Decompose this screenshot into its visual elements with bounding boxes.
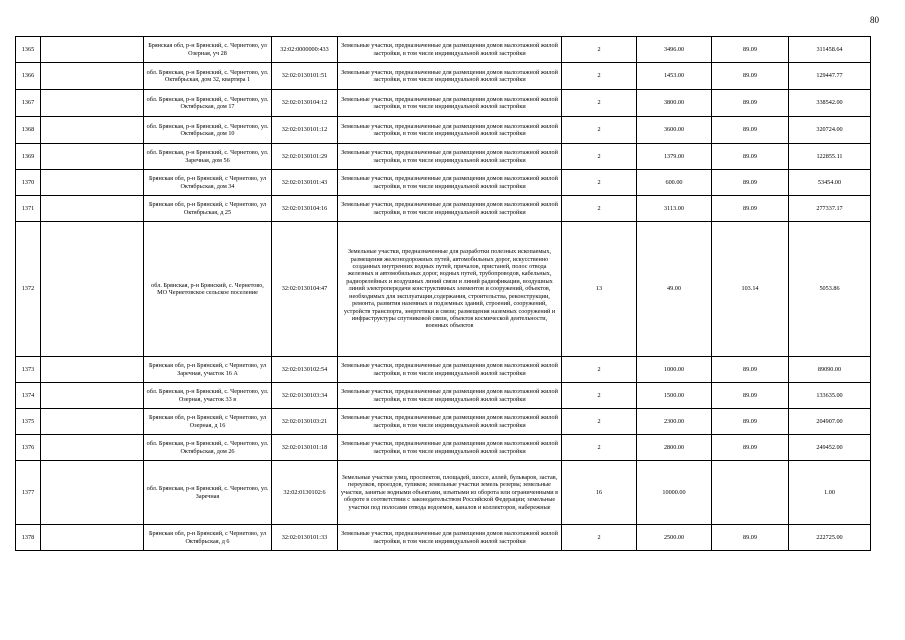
land-use-cell: Земельные участки, предназначенные для разработки полезных ископаемых, размещения железнодорожных путей, автомобильных дорог, искусственно созданных внутренних водных путей, причалов, пристаней, полос отвода железных и автомобильных дорог, водных путей, трубопроводов, кабельных, радиорелейных и воздушных линий связи и линий радиофикации, воздушных линий электропередачи конструктивных элементов и сооружений, объектов, необходимых для эксплуатации,содержания, строительства, реконструкции, ремонта, развития наземных и подземных зданий, строений, сооружений, устройств транспорта, энергетики и связи; размещения наземных сооружений и инфраструктуры спутниковой связи, объектов космической деятельности, военных объектов — [338, 222, 562, 357]
group-cell: 2 — [562, 435, 637, 461]
rate-cell: 89.09 — [712, 196, 789, 222]
cadastral-value-cell: 133635.00 — [789, 383, 871, 409]
cadastral-value-cell: 311458.64 — [789, 37, 871, 63]
address-cell: обл. Брянская, р-н Брянский, с. Чернетово, ул. Октябрьская, дом 17 — [144, 90, 272, 117]
cadastral-value-cell: 5053.86 — [789, 222, 871, 357]
rate-cell: 89.09 — [712, 117, 789, 144]
cadastral-value-cell: 320724.00 — [789, 117, 871, 144]
group-cell: 2 — [562, 37, 637, 63]
cadastral-number-cell: 32:02:0130101:18 — [272, 435, 338, 461]
blank-cell — [41, 357, 144, 383]
cadastral-number-cell: 32:02:0130103:34 — [272, 383, 338, 409]
row-number: 1369 — [16, 144, 41, 170]
cadastral-number-cell: 32:02:0130101:29 — [272, 144, 338, 170]
blank-cell — [41, 144, 144, 170]
group-cell: 2 — [562, 525, 637, 551]
row-number: 1377 — [16, 461, 41, 525]
cadastral-value-cell: 277337.17 — [789, 196, 871, 222]
row-number: 1368 — [16, 117, 41, 144]
land-use-cell: Земельные участки, предназначенные для размещения домов малоэтажной жилой застройки, в том числе индивидуальной жилой застройки — [338, 37, 562, 63]
rate-cell: 103.14 — [712, 222, 789, 357]
rate-cell: 89.09 — [712, 37, 789, 63]
cadastral-number-cell: 32:02:0130104:47 — [272, 222, 338, 357]
address-cell: обл. Брянская, р-н Брянский, с. Чернетово, ул. Октябрьская, дом 26 — [144, 435, 272, 461]
cadastral-number-cell: 32:02:0130101:12 — [272, 117, 338, 144]
table-body — [16, 37, 871, 551]
table-row — [16, 117, 871, 144]
cadastral-value-cell: 338542.00 — [789, 90, 871, 117]
area-cell: 2300.00 — [637, 409, 712, 435]
land-use-cell: Земельные участки, предназначенные для размещения домов малоэтажной жилой застройки, в том числе индивидуальной жилой застройки — [338, 383, 562, 409]
blank-cell — [41, 196, 144, 222]
rate-cell: 89.09 — [712, 409, 789, 435]
rate-cell — [712, 461, 789, 525]
area-cell: 1453.00 — [637, 63, 712, 90]
address-cell: Брянская обл, р-н Брянский, с Чернетово, ул Октябрьская, дом 34 — [144, 170, 272, 196]
area-cell: 10000.00 — [637, 461, 712, 525]
rate-cell: 89.09 — [712, 383, 789, 409]
row-number: 1367 — [16, 90, 41, 117]
land-registry-table — [15, 36, 871, 551]
table-row — [16, 435, 871, 461]
table-row — [16, 357, 871, 383]
address-cell: обл. Брянская, р-н Брянский, с. Чернетово, ул. Заречная — [144, 461, 272, 525]
cadastral-value-cell: 122855.11 — [789, 144, 871, 170]
blank-cell — [41, 63, 144, 90]
address-cell: обл. Брянская, р-н Брянский, с. Чернетово, ул. Октябрьская, дом 10 — [144, 117, 272, 144]
table-row — [16, 196, 871, 222]
cadastral-value-cell: 89090.00 — [789, 357, 871, 383]
table-row — [16, 222, 871, 357]
table-row — [16, 525, 871, 551]
row-number: 1371 — [16, 196, 41, 222]
row-number: 1378 — [16, 525, 41, 551]
address-cell: Брянская обл, р-н Брянский, с Чернетово, ул Озерная, д 16 — [144, 409, 272, 435]
cadastral-number-cell: 32:02:0130101:51 — [272, 63, 338, 90]
area-cell: 3113.00 — [637, 196, 712, 222]
table-row — [16, 63, 871, 90]
group-cell: 2 — [562, 357, 637, 383]
address-cell: Брянская обл, р-н Брянский, с Чернетово, ул Октябрьская, д 6 — [144, 525, 272, 551]
cadastral-number-cell: 32:02:0130101:33 — [272, 525, 338, 551]
group-cell: 2 — [562, 144, 637, 170]
address-cell: Брянская обл, р-н Брянский, с. Чернетово, ул Озерная, уч 28 — [144, 37, 272, 63]
address-cell: Брянская обл, р-н Брянский, с Чернетово, ул Октябрьская, д 25 — [144, 196, 272, 222]
row-number: 1372 — [16, 222, 41, 357]
land-use-cell: Земельные участки, предназначенные для размещения домов малоэтажной жилой застройки, в том числе индивидуальной жилой застройки — [338, 170, 562, 196]
group-cell: 2 — [562, 383, 637, 409]
blank-cell — [41, 435, 144, 461]
rate-cell: 89.09 — [712, 525, 789, 551]
address-cell: обл. Брянская, р-н Брянский, с. Чернетово, ул. Октябрьская, дом 32, квартира 1 — [144, 63, 272, 90]
cadastral-value-cell: 204907.00 — [789, 409, 871, 435]
table-row — [16, 461, 871, 525]
group-cell: 2 — [562, 409, 637, 435]
table-row — [16, 37, 871, 63]
area-cell: 3600.00 — [637, 117, 712, 144]
cadastral-value-cell: 1.00 — [789, 461, 871, 525]
address-cell: обл. Брянская, р-н Брянский, с. Чернетово, МО Чернетовское сельское поселение — [144, 222, 272, 357]
blank-cell — [41, 461, 144, 525]
blank-cell — [41, 409, 144, 435]
land-use-cell: Земельные участки, предназначенные для размещения домов малоэтажной жилой застройки, в том числе индивидуальной жилой застройки — [338, 117, 562, 144]
cadastral-number-cell: 32:02:0130102:6 — [272, 461, 338, 525]
cadastral-value-cell: 222725.00 — [789, 525, 871, 551]
cadastral-value-cell: 129447.77 — [789, 63, 871, 90]
table-row — [16, 170, 871, 196]
row-number: 1374 — [16, 383, 41, 409]
cadastral-value-cell: 53454.00 — [789, 170, 871, 196]
rate-cell: 89.09 — [712, 357, 789, 383]
cadastral-value-cell: 249452.00 — [789, 435, 871, 461]
blank-cell — [41, 117, 144, 144]
group-cell: 2 — [562, 196, 637, 222]
area-cell: 1500.00 — [637, 383, 712, 409]
land-use-cell: Земельные участки, предназначенные для размещения домов малоэтажной жилой застройки, в том числе индивидуальной жилой застройки — [338, 409, 562, 435]
row-number: 1376 — [16, 435, 41, 461]
group-cell: 16 — [562, 461, 637, 525]
blank-cell — [41, 90, 144, 117]
blank-cell — [41, 525, 144, 551]
page-number: 80 — [870, 15, 879, 25]
land-use-cell: Земельные участки улиц, проспектов, площадей, шоссе, аллей, бульваров, застав, переулков, проездов, тупиков; земельные участки земель резерва; земельные участки, занятые водными объектами, изъятыми из оборота или ограниченными в обороте в соответствии с законодательством Российской Федерации; земельные участки под полосами отвода водоемов, каналов и коллекторов, набережные — [338, 461, 562, 525]
blank-cell — [41, 37, 144, 63]
land-use-cell: Земельные участки, предназначенные для размещения домов малоэтажной жилой застройки, в том числе индивидуальной жилой застройки — [338, 525, 562, 551]
area-cell: 600.00 — [637, 170, 712, 196]
cadastral-number-cell: 32:02:0130104:12 — [272, 90, 338, 117]
cadastral-number-cell: 32:02:0130101:43 — [272, 170, 338, 196]
area-cell: 1379.00 — [637, 144, 712, 170]
table-row — [16, 90, 871, 117]
group-cell: 2 — [562, 90, 637, 117]
cadastral-number-cell: 32:02:0130102:54 — [272, 357, 338, 383]
cadastral-number-cell: 32:02:0000000:433 — [272, 37, 338, 63]
blank-cell — [41, 383, 144, 409]
group-cell: 2 — [562, 117, 637, 144]
land-use-cell: Земельные участки, предназначенные для размещения домов малоэтажной жилой застройки, в том числе индивидуальной жилой застройки — [338, 90, 562, 117]
rate-cell: 89.09 — [712, 144, 789, 170]
rate-cell: 89.09 — [712, 170, 789, 196]
land-use-cell: Земельные участки, предназначенные для размещения домов малоэтажной жилой застройки, в том числе индивидуальной жилой застройки — [338, 144, 562, 170]
land-use-cell: Земельные участки, предназначенные для размещения домов малоэтажной жилой застройки, в том числе индивидуальной жилой застройки — [338, 63, 562, 90]
land-use-cell: Земельные участки, предназначенные для размещения домов малоэтажной жилой застройки, в том числе индивидуальной жилой застройки — [338, 357, 562, 383]
area-cell: 3800.00 — [637, 90, 712, 117]
group-cell: 2 — [562, 63, 637, 90]
area-cell: 1000.00 — [637, 357, 712, 383]
table-row — [16, 383, 871, 409]
land-use-cell: Земельные участки, предназначенные для размещения домов малоэтажной жилой застройки, в том числе индивидуальной жилой застройки — [338, 435, 562, 461]
rate-cell: 89.09 — [712, 90, 789, 117]
area-cell: 49.00 — [637, 222, 712, 357]
area-cell: 2500.00 — [637, 525, 712, 551]
row-number: 1365 — [16, 37, 41, 63]
rate-cell: 89.09 — [712, 435, 789, 461]
row-number: 1375 — [16, 409, 41, 435]
cadastral-number-cell: 32:02:0130104:16 — [272, 196, 338, 222]
group-cell: 2 — [562, 170, 637, 196]
cadastral-number-cell: 32:02:0130103:21 — [272, 409, 338, 435]
table-row — [16, 144, 871, 170]
row-number: 1366 — [16, 63, 41, 90]
address-cell: Брянская обл, р-н Брянский, с Чернетово, ул Заречная, участок 16 А — [144, 357, 272, 383]
group-cell: 13 — [562, 222, 637, 357]
area-cell: 2800.00 — [637, 435, 712, 461]
row-number: 1373 — [16, 357, 41, 383]
table-row — [16, 409, 871, 435]
blank-cell — [41, 170, 144, 196]
row-number: 1370 — [16, 170, 41, 196]
address-cell: обл. Брянская, р-н Брянский, с. Чернетово, ул. Заречная, дом 56 — [144, 144, 272, 170]
area-cell: 3496.00 — [637, 37, 712, 63]
rate-cell: 89.09 — [712, 63, 789, 90]
address-cell: обл. Брянская, р-н Брянский, с. Чернетово, ул. Озерная, участок 33 в — [144, 383, 272, 409]
blank-cell — [41, 222, 144, 357]
land-use-cell: Земельные участки, предназначенные для размещения домов малоэтажной жилой застройки, в том числе индивидуальной жилой застройки — [338, 196, 562, 222]
